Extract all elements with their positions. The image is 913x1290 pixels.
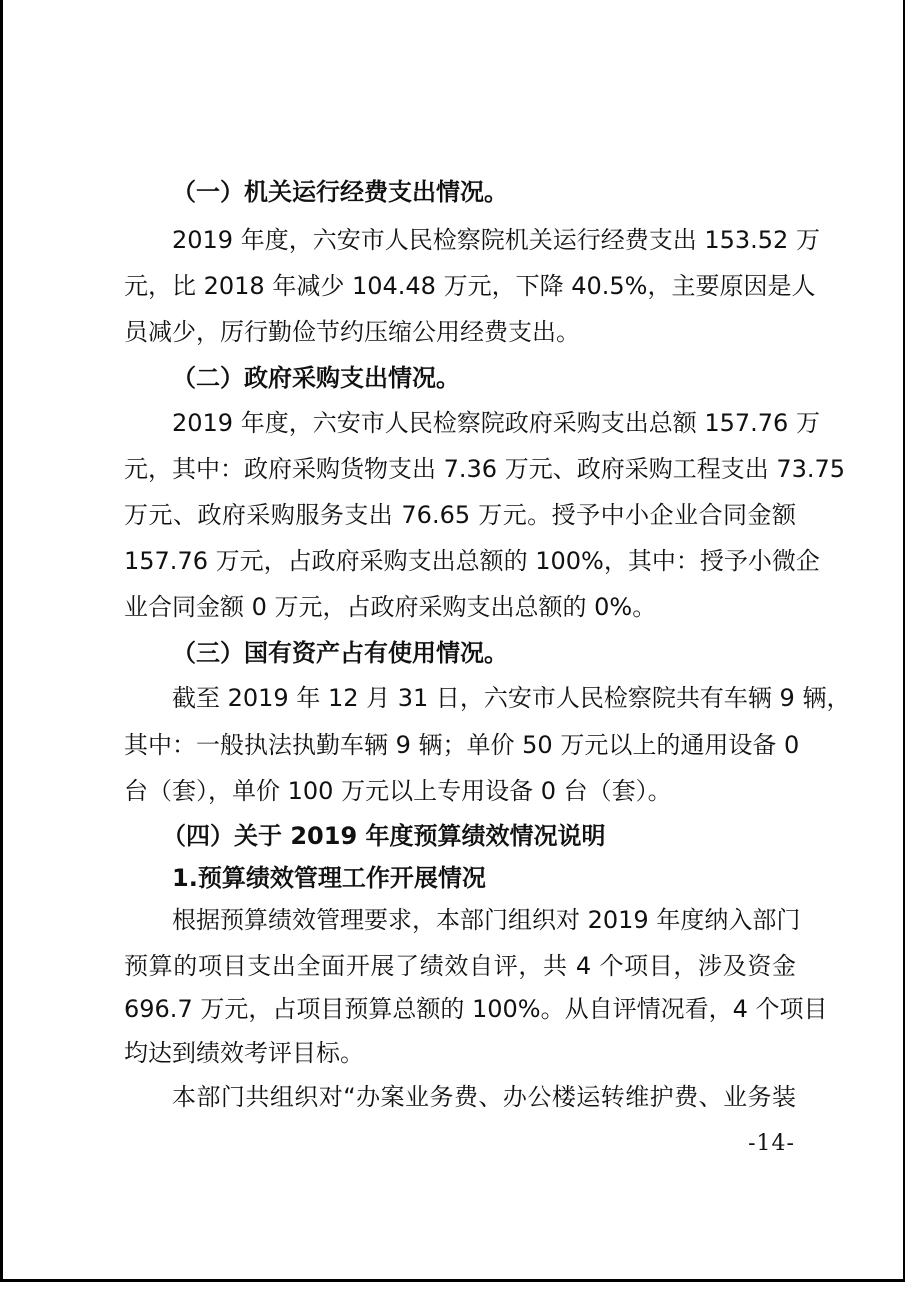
paragraph-line: 其中：一般执法执勤车辆 9 辆；单价 50 万元以上的通用设备 0 — [124, 731, 800, 759]
page-number: -14- — [748, 1131, 795, 1156]
paragraph-line: 本部门共组织对“办案业务费、办公楼运转维护费、业务装 — [172, 1083, 796, 1111]
paragraph-line: 均达到绩效考评目标。 — [124, 1039, 364, 1067]
paragraph-line: 业合同金额 0 万元，占政府采购支出总额的 0%。 — [124, 593, 657, 621]
section-heading-3: （三）国有资产占有使用情况。 — [172, 639, 508, 667]
section-heading-2: （二）政府采购支出情况。 — [172, 364, 460, 392]
paragraph-line: 2019 年度，六安市人民检察院机关运行经费支出 153.52 万 — [172, 226, 820, 254]
paragraph-line: 预算的项目支出全面开展了绩效自评，共 4 个项目，涉及资金 — [124, 952, 796, 980]
paragraph-line: 元，其中：政府采购货物支出 7.36 万元、政府采购工程支出 73.75 — [124, 455, 846, 483]
paragraph-line: 157.76 万元，占政府采购支出总额的 100%，其中：授予小微企 — [124, 547, 820, 575]
paragraph-line: 台（套），单价 100 万元以上专用设备 0 台（套）。 — [124, 777, 672, 805]
paragraph-line: 员减少，厉行勤俭节约压缩公用经费支出。 — [124, 318, 580, 346]
paragraph-line: 根据预算绩效管理要求，本部门组织对 2019 年度纳入部门 — [172, 906, 801, 934]
subsection-heading: 1.预算绩效管理工作开展情况 — [172, 864, 486, 892]
paragraph-line: 万元、政府采购服务支出 76.65 万元。授予中小企业合同金额 — [124, 501, 796, 529]
section-heading-1: （一）机关运行经费支出情况。 — [172, 178, 508, 206]
paragraph-line: 696.7 万元，占项目预算总额的 100%。从自评情况看，4 个项目 — [124, 995, 828, 1023]
paragraph-line: 2019 年度，六安市人民检察院政府采购支出总额 157.76 万 — [172, 409, 820, 437]
paragraph-line: 截至 2019 年 12 月 31 日，六安市人民检察院共有车辆 9 辆， — [172, 684, 851, 712]
paragraph-line: 元，比 2018 年减少 104.48 万元，下降 40.5%，主要原因是人 — [124, 272, 816, 300]
section-heading-4: （四）关于 2019 年度预算绩效情况说明 — [162, 822, 606, 850]
